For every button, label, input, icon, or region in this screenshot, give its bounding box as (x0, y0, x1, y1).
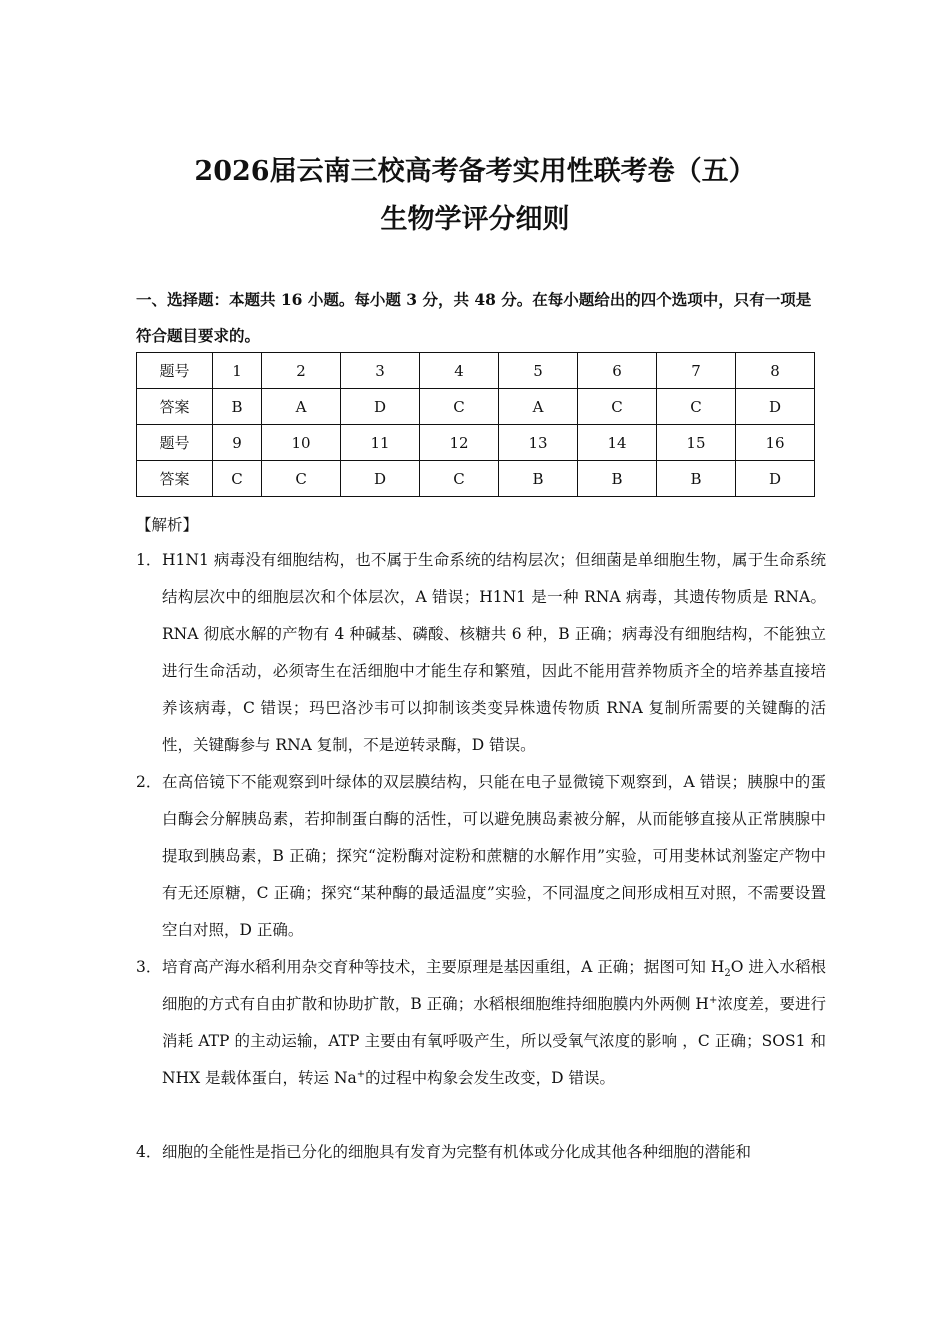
table-cell: B (656, 461, 735, 497)
table-cell: 15 (656, 425, 735, 461)
item-number: 3． (136, 958, 162, 976)
row-header-cell: 题号 (137, 353, 213, 389)
table-cell: A (499, 389, 578, 425)
analysis-label: 【解析】 (136, 516, 199, 534)
table-cell: D (735, 389, 814, 425)
table-cell: C (578, 389, 657, 425)
table-row (137, 389, 815, 425)
table-cell: 8 (735, 353, 814, 389)
row-header-cell: 题号 (137, 425, 213, 461)
document-subtitle: 生物学评分细则 (380, 204, 570, 235)
table-row (137, 353, 815, 389)
table-cell: 7 (656, 353, 735, 389)
table-row (137, 461, 815, 497)
analysis-item-3 (136, 949, 826, 1097)
answer-table (136, 352, 815, 497)
table-cell: 2 (262, 353, 341, 389)
table-cell: 9 (213, 425, 262, 461)
table-cell: B (213, 389, 262, 425)
table-cell: D (341, 389, 420, 425)
table-row (137, 425, 815, 461)
item-text: 在高倍镜下不能观察到叶绿体的双层膜结构，只能在电子显微镜下观察到，A 错误；胰腺中的蛋白酶会分解胰岛素，若抑制蛋白酶的活性，可以避免胰岛素被分解，从而能够直接从正常胰腺中提取到胰岛素，B 正确；探究“淀粉酶对淀粉和蔗糖的水解作用”实验，可用斐林试剂鉴定产物中有无还原糖，C 正确；探究“某种酶的最适温度”实验，不同温度之间形成相互对照，不需要设置空白对照，D 正确。 (162, 773, 826, 939)
row-header-cell: 答案 (137, 461, 213, 497)
table-cell: 16 (735, 425, 814, 461)
item-number: 4． (136, 1143, 162, 1161)
item-text-part: 的过程中构象会发生改变，D 错误。 (365, 1069, 616, 1087)
item-text-part: 培育高产海水稻利用杂交育种等技术，主要原理是基因重组，A 正确；据图可知 H (162, 958, 725, 976)
table-cell: B (499, 461, 578, 497)
row-header-cell: 答案 (137, 389, 213, 425)
table-cell: C (262, 461, 341, 497)
table-cell: 1 (213, 353, 262, 389)
table-cell: 6 (578, 353, 657, 389)
table-cell: C (420, 461, 499, 497)
table-cell: 3 (341, 353, 420, 389)
analysis-item-2 (136, 764, 826, 949)
subscript: 2 (724, 968, 731, 980)
analysis-item-1 (136, 542, 826, 764)
superscript: + (708, 994, 718, 1006)
analysis-list (136, 542, 826, 1171)
table-cell: D (735, 461, 814, 497)
table-cell: 12 (420, 425, 499, 461)
table-cell: 4 (420, 353, 499, 389)
item-text-part: O 进入水稻根细胞的方式有自由扩散和协助扩散，B 正确；水稻根细胞维持细胞膜内外两侧 H (162, 958, 826, 1013)
table-cell: 10 (262, 425, 341, 461)
table-cell: D (341, 461, 420, 497)
item-number: 1． (136, 551, 162, 569)
analysis-item-4 (136, 1134, 826, 1171)
item-text: H1N1 病毒没有细胞结构，也不属于生命系统的结构层次；但细菌是单细胞生物，属于生命系统结构层次中的细胞层次和个体层次，A 错误；H1N1 是一种 RNA 病毒，其遗传物质是 RNA。RNA 彻底水解的产物有 4 种碱基、磷酸、核糖共 6 种，B 正确；病毒没有细胞结构，不能独立进行生命活动，必须寄生在活细胞中才能生存和繁殖，因此不能用营养物质齐全的培养基直接培养该病毒，C 错误；玛巴洛沙韦可以抑制该类变异株遗传物质 RNA 复制所需要的关键酶的活性，关键酶参与 RNA 复制，不是逆转录酶，D 错误。 (162, 551, 826, 754)
table-cell: 13 (499, 425, 578, 461)
table-cell: C (420, 389, 499, 425)
section-heading: 一、选择题：本题共 16 小题。每小题 3 分，共 48 分。在每小题给出的四个选项中，只有一项是符合题目要求的。 (136, 290, 812, 345)
table-cell: 5 (499, 353, 578, 389)
table-cell: C (213, 461, 262, 497)
table-cell: C (656, 389, 735, 425)
item-text-part: 浓度差，要进行消耗 ATP 的主动运输，ATP 主要由有氧呼吸产生，所以受氧气浓度的影响 ，C 正确；SOS1 和 NHX 是载体蛋白，转运 Na (162, 995, 826, 1087)
table-cell: B (578, 461, 657, 497)
table-cell: 14 (578, 425, 657, 461)
item-text: 细胞的全能性是指已分化的细胞具有发育为完整有机体或分化成其他各种细胞的潜能和 (162, 1143, 752, 1161)
table-cell: 11 (341, 425, 420, 461)
superscript: + (356, 1068, 366, 1080)
table-cell: A (262, 389, 341, 425)
document-title: 2026届云南三校高考备考实用性联考卷（五） (194, 156, 756, 187)
item-text (136, 949, 826, 1097)
item-number: 2． (136, 773, 162, 791)
spacer (136, 1097, 826, 1134)
